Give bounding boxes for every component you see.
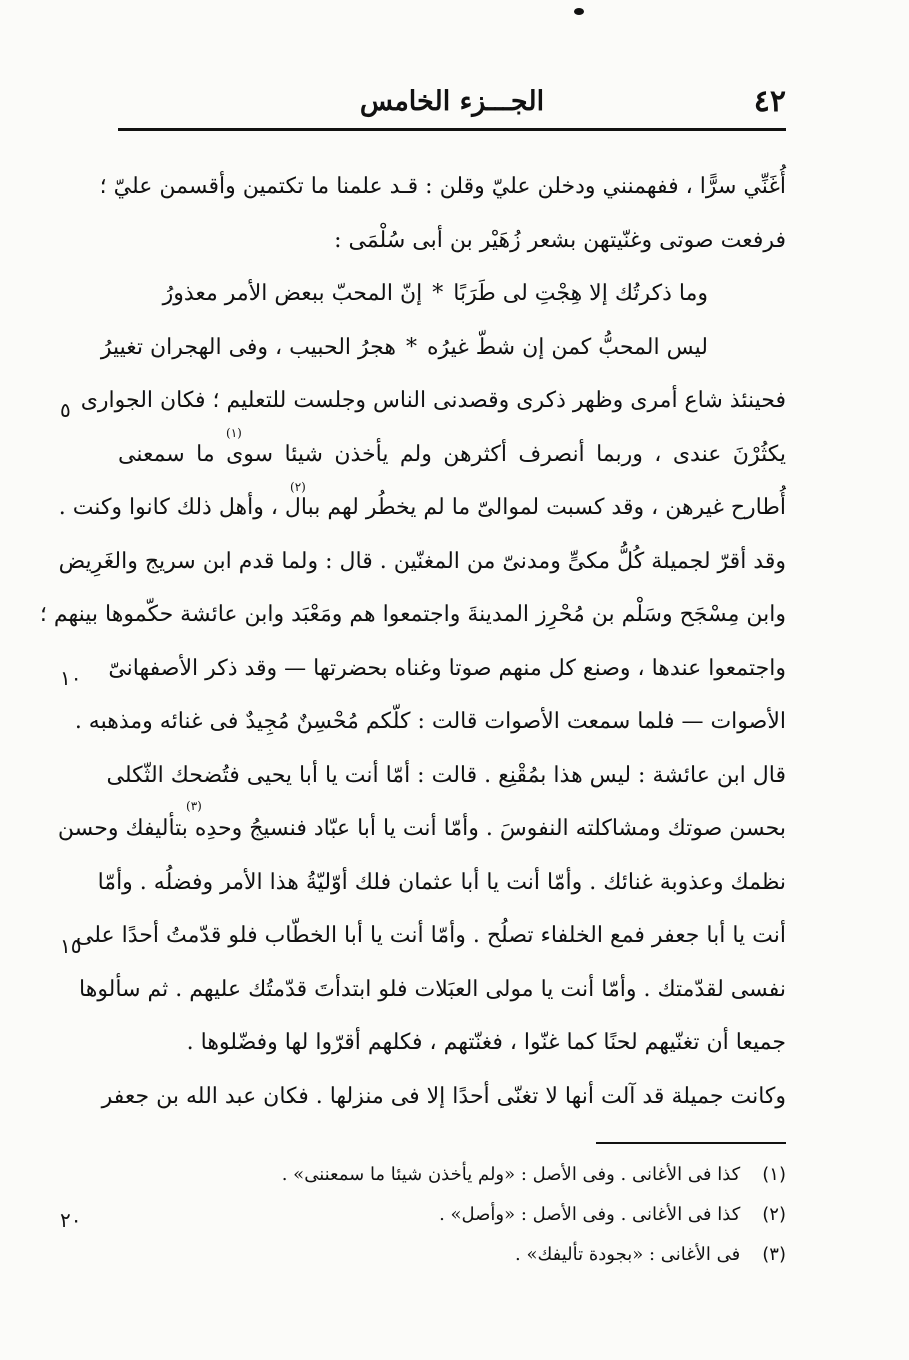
text-line: وكانت جميلة قد آلت أنها لا تغنّى أحدًا إلا فى منزلها . فكان عبد الله بن جعفر (101, 1083, 786, 1109)
text-line: فحينئذ شاع أمرى وظهر ذكرى وقصدنى الناس وجلست للتعليم ؛ فكان الجوارى (80, 388, 786, 413)
line-number: ١٠ (60, 666, 82, 690)
verse-line (100, 321, 786, 375)
running-title: الجـــزء الخامس (359, 86, 545, 117)
footnote (118, 1155, 786, 1195)
ink-speck (574, 8, 584, 15)
text-line: واجتمعوا عندها ، وصنع كل منهم صوتا وغناه بحضرتها — وقد ذكر الأصفهانىّ (108, 655, 786, 681)
text-line: قال ابن عائشة : ليس هذا بمُقْنِع . قالت : أمّا أنت يا أبا يحيى فتُضحك الثّكلى (106, 762, 786, 788)
note-ref: (٢) (290, 480, 306, 494)
text-line: نفسى لقدّمتك . وأمّا أنت يا مولى العبَلات فلو ابتدأتَ قدّمتُك عليهم . ثم سألوها (79, 976, 786, 1002)
page-header (118, 80, 786, 132)
verse-line (118, 267, 786, 321)
text-line: أُغَنِّي سرًّا ، ففهمنني ودخلن عليّ وقلن : قـد علمنا ما تكتمين وأقسمن عليّ ؛ (99, 174, 786, 199)
footnote-rule (596, 1142, 786, 1144)
text-line: وقد أقرّ لجميلة كُلُّ مكىٍّ ومدنىّ من المغنّين . قال : ولما قدم ابن سريج والغَرِيض (58, 548, 786, 574)
text-line: وابن مِسْجَح وسَلْم بن مُحْرِز المدينةَ واجتمعوا هم ومَعْبَد وابن عائشة حكّموها بينهم ؛ (39, 602, 786, 627)
line-number: ٥ (60, 398, 71, 422)
text-line: أنت يا أبا جعفر فمع الخلفاء تصلُح . وأمّا أنت يا أبا الخطّاب فلو قدّمتُ أحدًا على (75, 923, 786, 948)
note-ref: (١) (226, 426, 242, 440)
text-line: نظمك وعذوبة غنائك . وأمّا أنت يا أبا عثمان فلك أوّليّةُ هذا الأمر وفضلُه . وأمّا (97, 869, 786, 895)
header-rule (118, 128, 786, 131)
footnote-text: فى الأغانى : «بجودة تأليفك» . (515, 1244, 741, 1265)
footnotes (118, 1155, 786, 1275)
footnote-number: (٣) (762, 1244, 786, 1265)
text-line: يكثُرْنَ عندى ، وربما أنصرف أكثرهن ولم يأخذن شيئا سوى ما سمعنى (118, 441, 786, 467)
footnote (118, 1195, 786, 1235)
verse-separator: * (405, 334, 417, 360)
page-number: ٤٢ (753, 84, 786, 119)
verse-hemistich: هجرُ الحبيب ، وفى الهجران تغييرُ (100, 334, 396, 360)
text-line: جميعا أن تغنّيهم لحنًا كما غنّوا ، فغنّتهم ، فكلهم أقرّوا لها وفضّلوها . (186, 1030, 786, 1055)
footnote (118, 1235, 786, 1275)
note-ref: (٣) (186, 799, 202, 813)
footnote-text: كذا فى الأغانى . وفى الأصل : «ولم يأخذن شيئا ما سمعننى» . (281, 1164, 741, 1185)
footnote-number: (١) (762, 1164, 786, 1185)
verse-hemistich: ليس المحبُّ كمن إن شطّ غيرُه (426, 334, 708, 360)
verse-hemistich: إنّ المحبّ ببعض الأمر معذورُ (162, 281, 423, 306)
line-number: ٢٠ (60, 1208, 82, 1232)
text-line: فرفعت صوتى وغنّيتهن بشعر زُهَيْر بن أبى سُلْمَى : (334, 227, 786, 253)
text-line: الأصوات — فلما سمعت الأصوات قالت : كلّكم مُحْسِنٌ مُجِيدٌ فى غنائه ومذهبه . (74, 709, 786, 734)
text-line: أُطارح غيرهن ، وقد كسبت لموالىّ ما لم يخطُر لهم ببال ، وأهل ذلك كانوا وكنت . (58, 495, 786, 520)
footnote-number: (٢) (762, 1204, 786, 1225)
verse-separator: * (432, 281, 444, 306)
footnote-text: كذا فى الأغانى . وفى الأصل : «وأصل» . (439, 1204, 741, 1225)
verse-hemistich: وما ذكرتُك إلا هِجْتِ لى طَرَبًا (453, 281, 708, 306)
line-number: ١٥ (60, 934, 82, 958)
text-line: بحسن صوتك ومشاكلته النفوسَ . وأمّا أنت يا أبا عبّاد فنسيجُ وحدِه بتأليفك وحسن (57, 816, 786, 841)
